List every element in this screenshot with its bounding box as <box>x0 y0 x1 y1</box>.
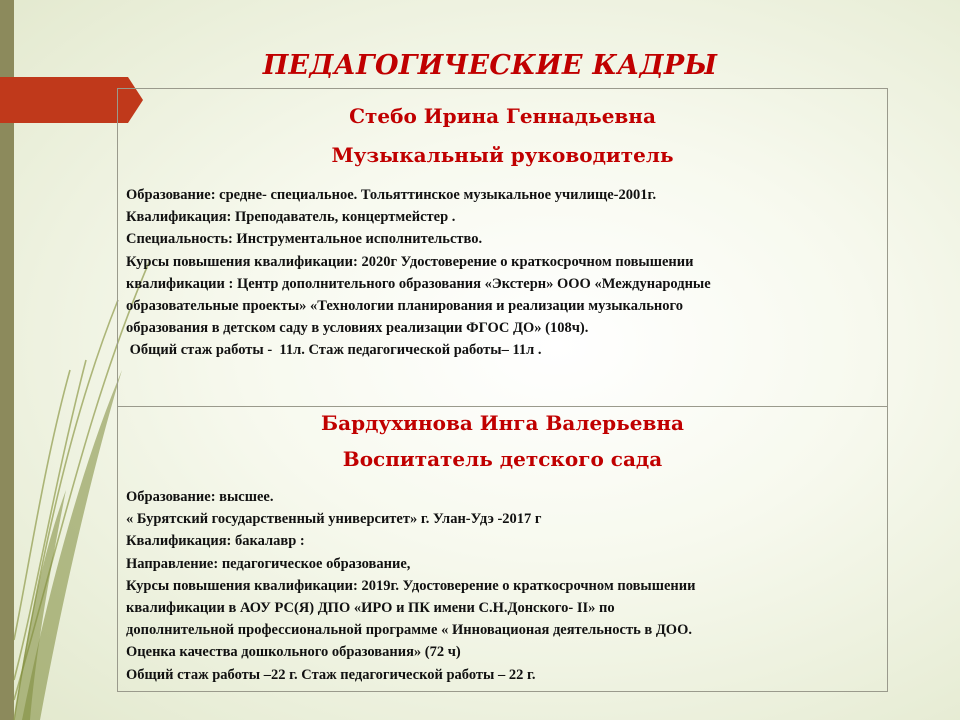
staff-name: Бардухинова Инга Валерьевна <box>321 411 684 435</box>
detail-line: образовательные проекты» «Технологии планирования и реализации музыкального <box>126 298 683 315</box>
detail-line: Общий стаж работы –22 г. Стаж педагогической работы – 22 г. <box>126 666 536 683</box>
staff-details <box>126 184 883 362</box>
row-divider <box>118 406 887 407</box>
slide-title: ПЕДАГОГИЧЕСКИЕ КАДРЫ <box>262 50 718 81</box>
staff-details <box>126 486 883 686</box>
detail-line: квалификации : Центр дополнительного образования «Экстерн» ООО «Международные <box>126 275 711 292</box>
staff-table <box>117 88 888 692</box>
detail-line: « Бурятский государственный университет» г. Улан-Удэ -2017 г <box>126 511 542 528</box>
detail-line: Оценка качества дошкольного образования» (72 ч) <box>126 644 461 661</box>
detail-line: Образование: средне- специальное. Тольяттинское музыкальное училище-2001г. <box>126 187 657 203</box>
side-bar-decoration <box>0 0 14 720</box>
staff-name: Стебо Ирина Геннадьевна <box>349 104 656 128</box>
detail-line: Направление: педагогическое образование, <box>126 555 411 572</box>
detail-line: Общий стаж работы - 11л. Стаж педагогической работы– 11л . <box>126 342 542 359</box>
detail-line: квалификации в АОУ РС(Я) ДПО «ИРО и ПК имени С.Н.Донского- II» по <box>126 600 615 617</box>
detail-line: дополнительной профессиональной программе « Инновационая деятельность в ДОО. <box>126 622 692 639</box>
detail-line: Образование: высшее. <box>126 489 274 505</box>
detail-line: Курсы повышения квалификации: 2019г. Удостоверение о краткосрочном повышении <box>126 577 696 594</box>
detail-line: образования в детском саду в условиях реализации ФГОС ДО» (108ч). <box>126 320 589 337</box>
detail-line: Специальность: Инструментальное исполнительство. <box>126 231 483 248</box>
staff-role: Воспитатель детского сада <box>342 447 663 471</box>
detail-line: Курсы повышения квалификации: 2020г Удостоверение о краткосрочном повышении <box>126 253 694 270</box>
staff-role: Музыкальный руководитель <box>331 143 674 167</box>
detail-line: Квалификация: Преподаватель, концертмейстер . <box>126 209 456 226</box>
detail-line: Квалификация: бакалавр : <box>126 533 305 550</box>
